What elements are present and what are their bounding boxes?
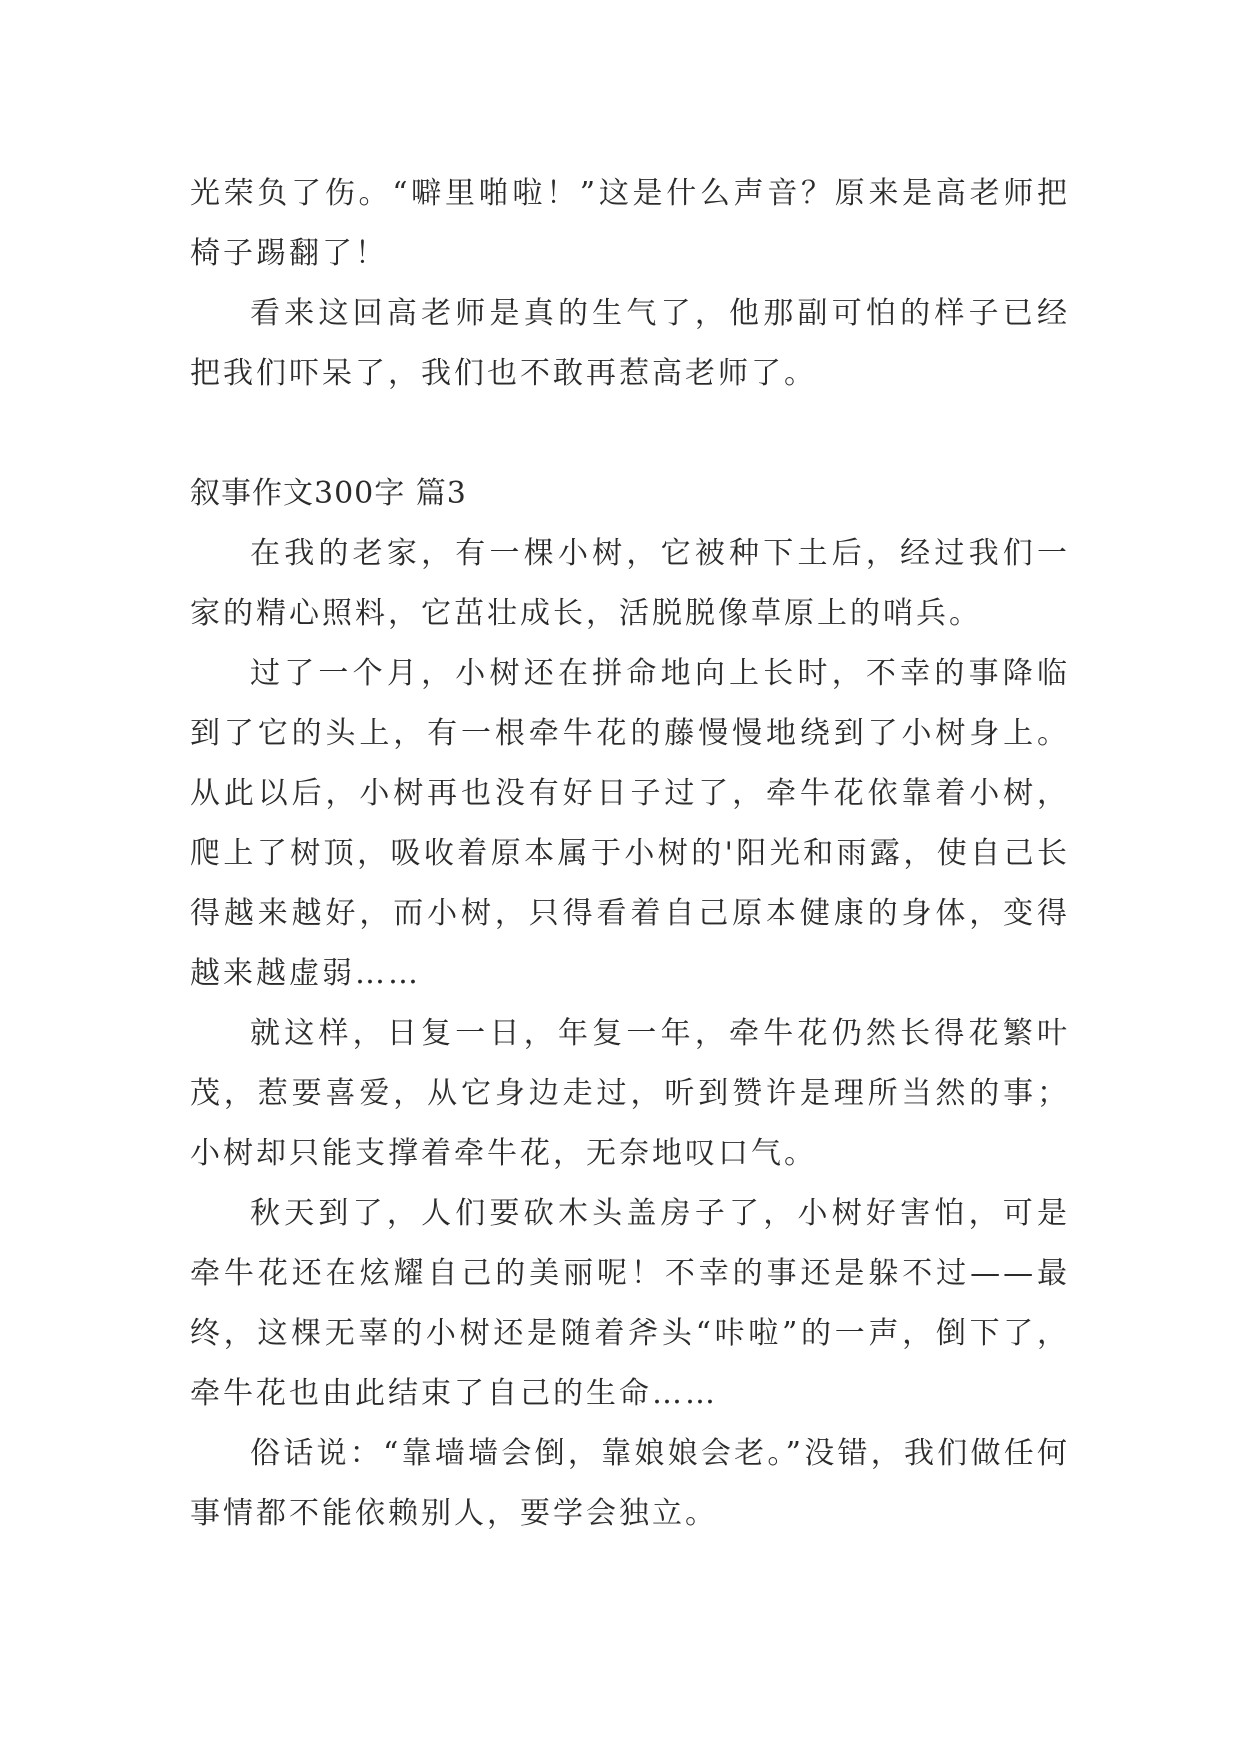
continuation-paragraph-1: 光荣负了伤。“噼里啪啦！”这是什么声音？原来是高老师把椅子踢翻了！ <box>190 176 1070 271</box>
section-paragraph-3: 就这样，日复一日，年复一年，牵牛花仍然长得花繁叶茂，惹要喜爱，从它身边走过，听到赞许是理所当然的事；小树却只能支撑着牵牛花，无奈地叹口气。 <box>190 1016 1070 1171</box>
section-paragraph-1: 在我的老家，有一棵小树，它被种下土后，经过我们一家的精心照料，它茁壮成长，活脱脱像草原上的哨兵。 <box>190 536 1070 631</box>
section-heading: 叙事作文300字 篇3 <box>190 476 467 511</box>
section-paragraph-2: 过了一个月，小树还在拼命地向上长时，不幸的事降临到了它的头上，有一根牵牛花的藤慢慢地绕到了小树身上。从此以后，小树再也没有好日子过了，牵牛花依靠着小树，爬上了树顶，吸收着原本属于小树的'阳光和雨露，使自己长得越来越好，而小树，只得看着自己原本健康的身体，变得越来越虚弱…… <box>190 656 1070 991</box>
section-paragraph-4: 秋天到了，人们要砍木头盖房子了，小树好害怕，可是牵牛花还在炫耀自己的美丽呢！不幸的事还是躲不过——最终，这棵无辜的小树还是随着斧头“咔啦”的一声，倒下了，牵牛花也由此结束了自己的生命…… <box>190 1196 1070 1411</box>
continuation-paragraph-2: 看来这回高老师是真的生气了，他那副可怕的样子已经把我们吓呆了，我们也不敢再惹高老师了。 <box>190 296 1070 391</box>
document-body <box>190 164 1070 1544</box>
section-paragraph-5: 俗话说：“靠墙墙会倒，靠娘娘会老。”没错，我们做任何事情都不能依赖别人，要学会独立。 <box>190 1436 1070 1531</box>
